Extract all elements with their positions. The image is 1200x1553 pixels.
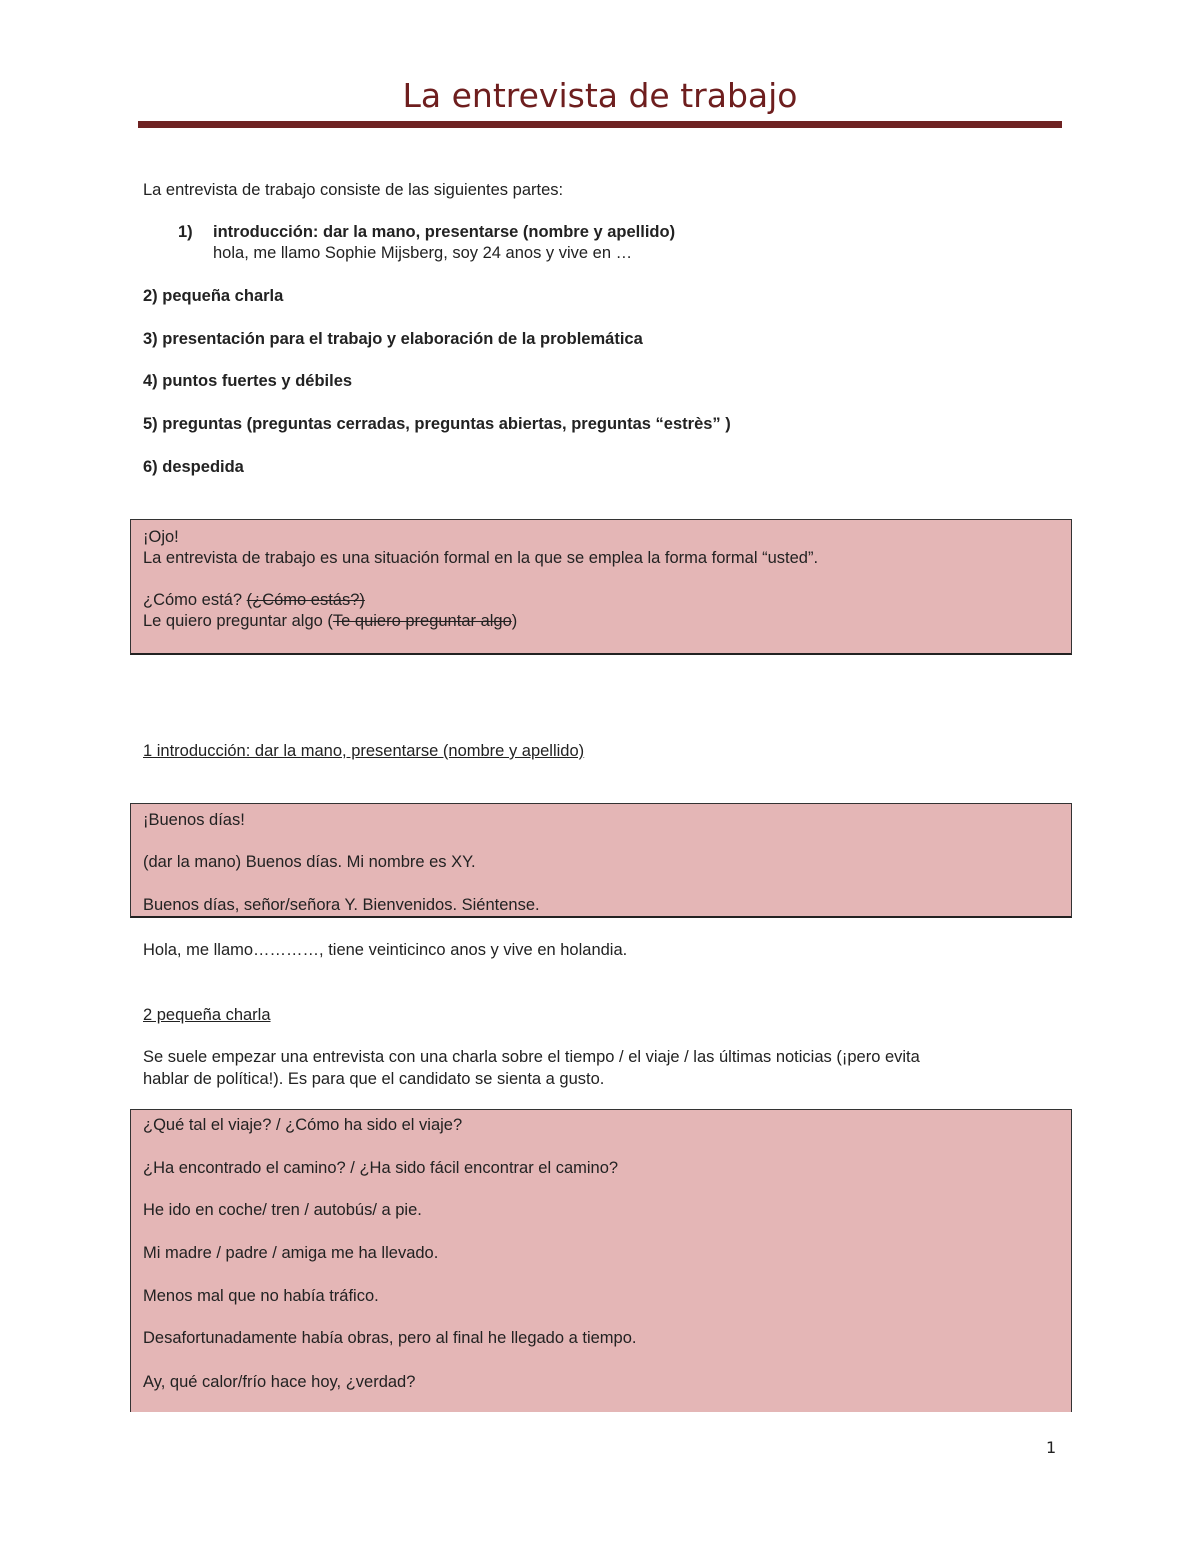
correct-form: ¿Cómo está? (143, 591, 247, 609)
intro-text: La entrevista de trabajo consiste de las siguientes partes: (143, 181, 564, 199)
phrase-line: Desafortunadamente había obras, pero al final he llegado a tiempo. (143, 1329, 637, 1347)
struck-informal-form: Te quiero preguntar algo (332, 612, 512, 630)
small-talk-box (130, 1109, 1072, 1412)
section-2-paragraph: hablar de política!). Es para que el candidato se sienta a gusto. (143, 1070, 605, 1088)
section-1-heading: 1 introducción: dar la mano, presentarse (nombre y apellido) (143, 742, 585, 760)
section-2-heading: 2 pequeña charla (143, 1006, 271, 1024)
phrase-line: ¿Qué tal el viaje? / ¿Cómo ha sido el viaje? (143, 1116, 463, 1134)
page-number: 1 (1046, 1438, 1057, 1457)
phrase-line: ¿Ha encontrado el camino? / ¿Ha sido fácil encontrar el camino? (143, 1159, 619, 1177)
page-title: La entrevista de trabajo (402, 76, 798, 115)
list-item-1: introducción: dar la mano, presentarse (nombre y apellido) (213, 223, 676, 241)
greeting-box (130, 803, 1072, 918)
ojo-line-como-esta (143, 589, 365, 611)
phrase-line: He ido en coche/ tren / autobús/ a pie. (143, 1201, 422, 1219)
ojo-line-preguntar: Le quiero preguntar algo (Te quiero preguntar algo) (143, 612, 518, 630)
greeting-line: (dar la mano) Buenos días. Mi nombre es XY. (143, 853, 476, 871)
list-item-6: 6) despedida (143, 458, 244, 476)
section-2-paragraph: Se suele empezar una entrevista con una charla sobre el tiempo / el viaje / las últimas noticias (¡pero evita (143, 1048, 920, 1066)
phrase-line: Mi madre / padre / amiga me ha llevado. (143, 1244, 439, 1262)
greeting-line: Buenos días, señor/señora Y. Bienvenidos. Siéntense. (143, 896, 540, 914)
ojo-box (130, 519, 1072, 655)
correct-form: Le quiero preguntar algo ( (143, 612, 333, 630)
title-rule (138, 121, 1062, 128)
greeting-line: ¡Buenos días! (143, 811, 245, 829)
ojo-line-formal: La entrevista de trabajo es una situación formal en la que se emplea la forma formal “usted”. (143, 549, 819, 567)
list-item-1-example: hola, me llamo Sophie Mijsberg, soy 24 anos y vive en … (213, 244, 633, 262)
section-1-example: Hola, me llamo…………, tiene veinticinco anos y vive en holandia. (143, 941, 628, 959)
ojo-heading: ¡Ojo! (143, 528, 179, 546)
phrase-line: Menos mal que no había tráfico. (143, 1287, 379, 1305)
list-item-4: 4) puntos fuertes y débiles (143, 372, 353, 390)
list-item-1-number: 1) (178, 223, 193, 241)
phrase-line: Ay, qué calor/frío hace hoy, ¿verdad? (143, 1373, 416, 1391)
list-item-2: 2) pequeña charla (143, 287, 284, 305)
list-item-3: 3) presentación para el trabajo y elaboración de la problemática (143, 330, 643, 348)
list-item-5: 5) preguntas (preguntas cerradas, preguntas abiertas, preguntas “estrès” ) (143, 415, 731, 433)
struck-informal-form: (¿Cómo estás?) (246, 591, 365, 609)
